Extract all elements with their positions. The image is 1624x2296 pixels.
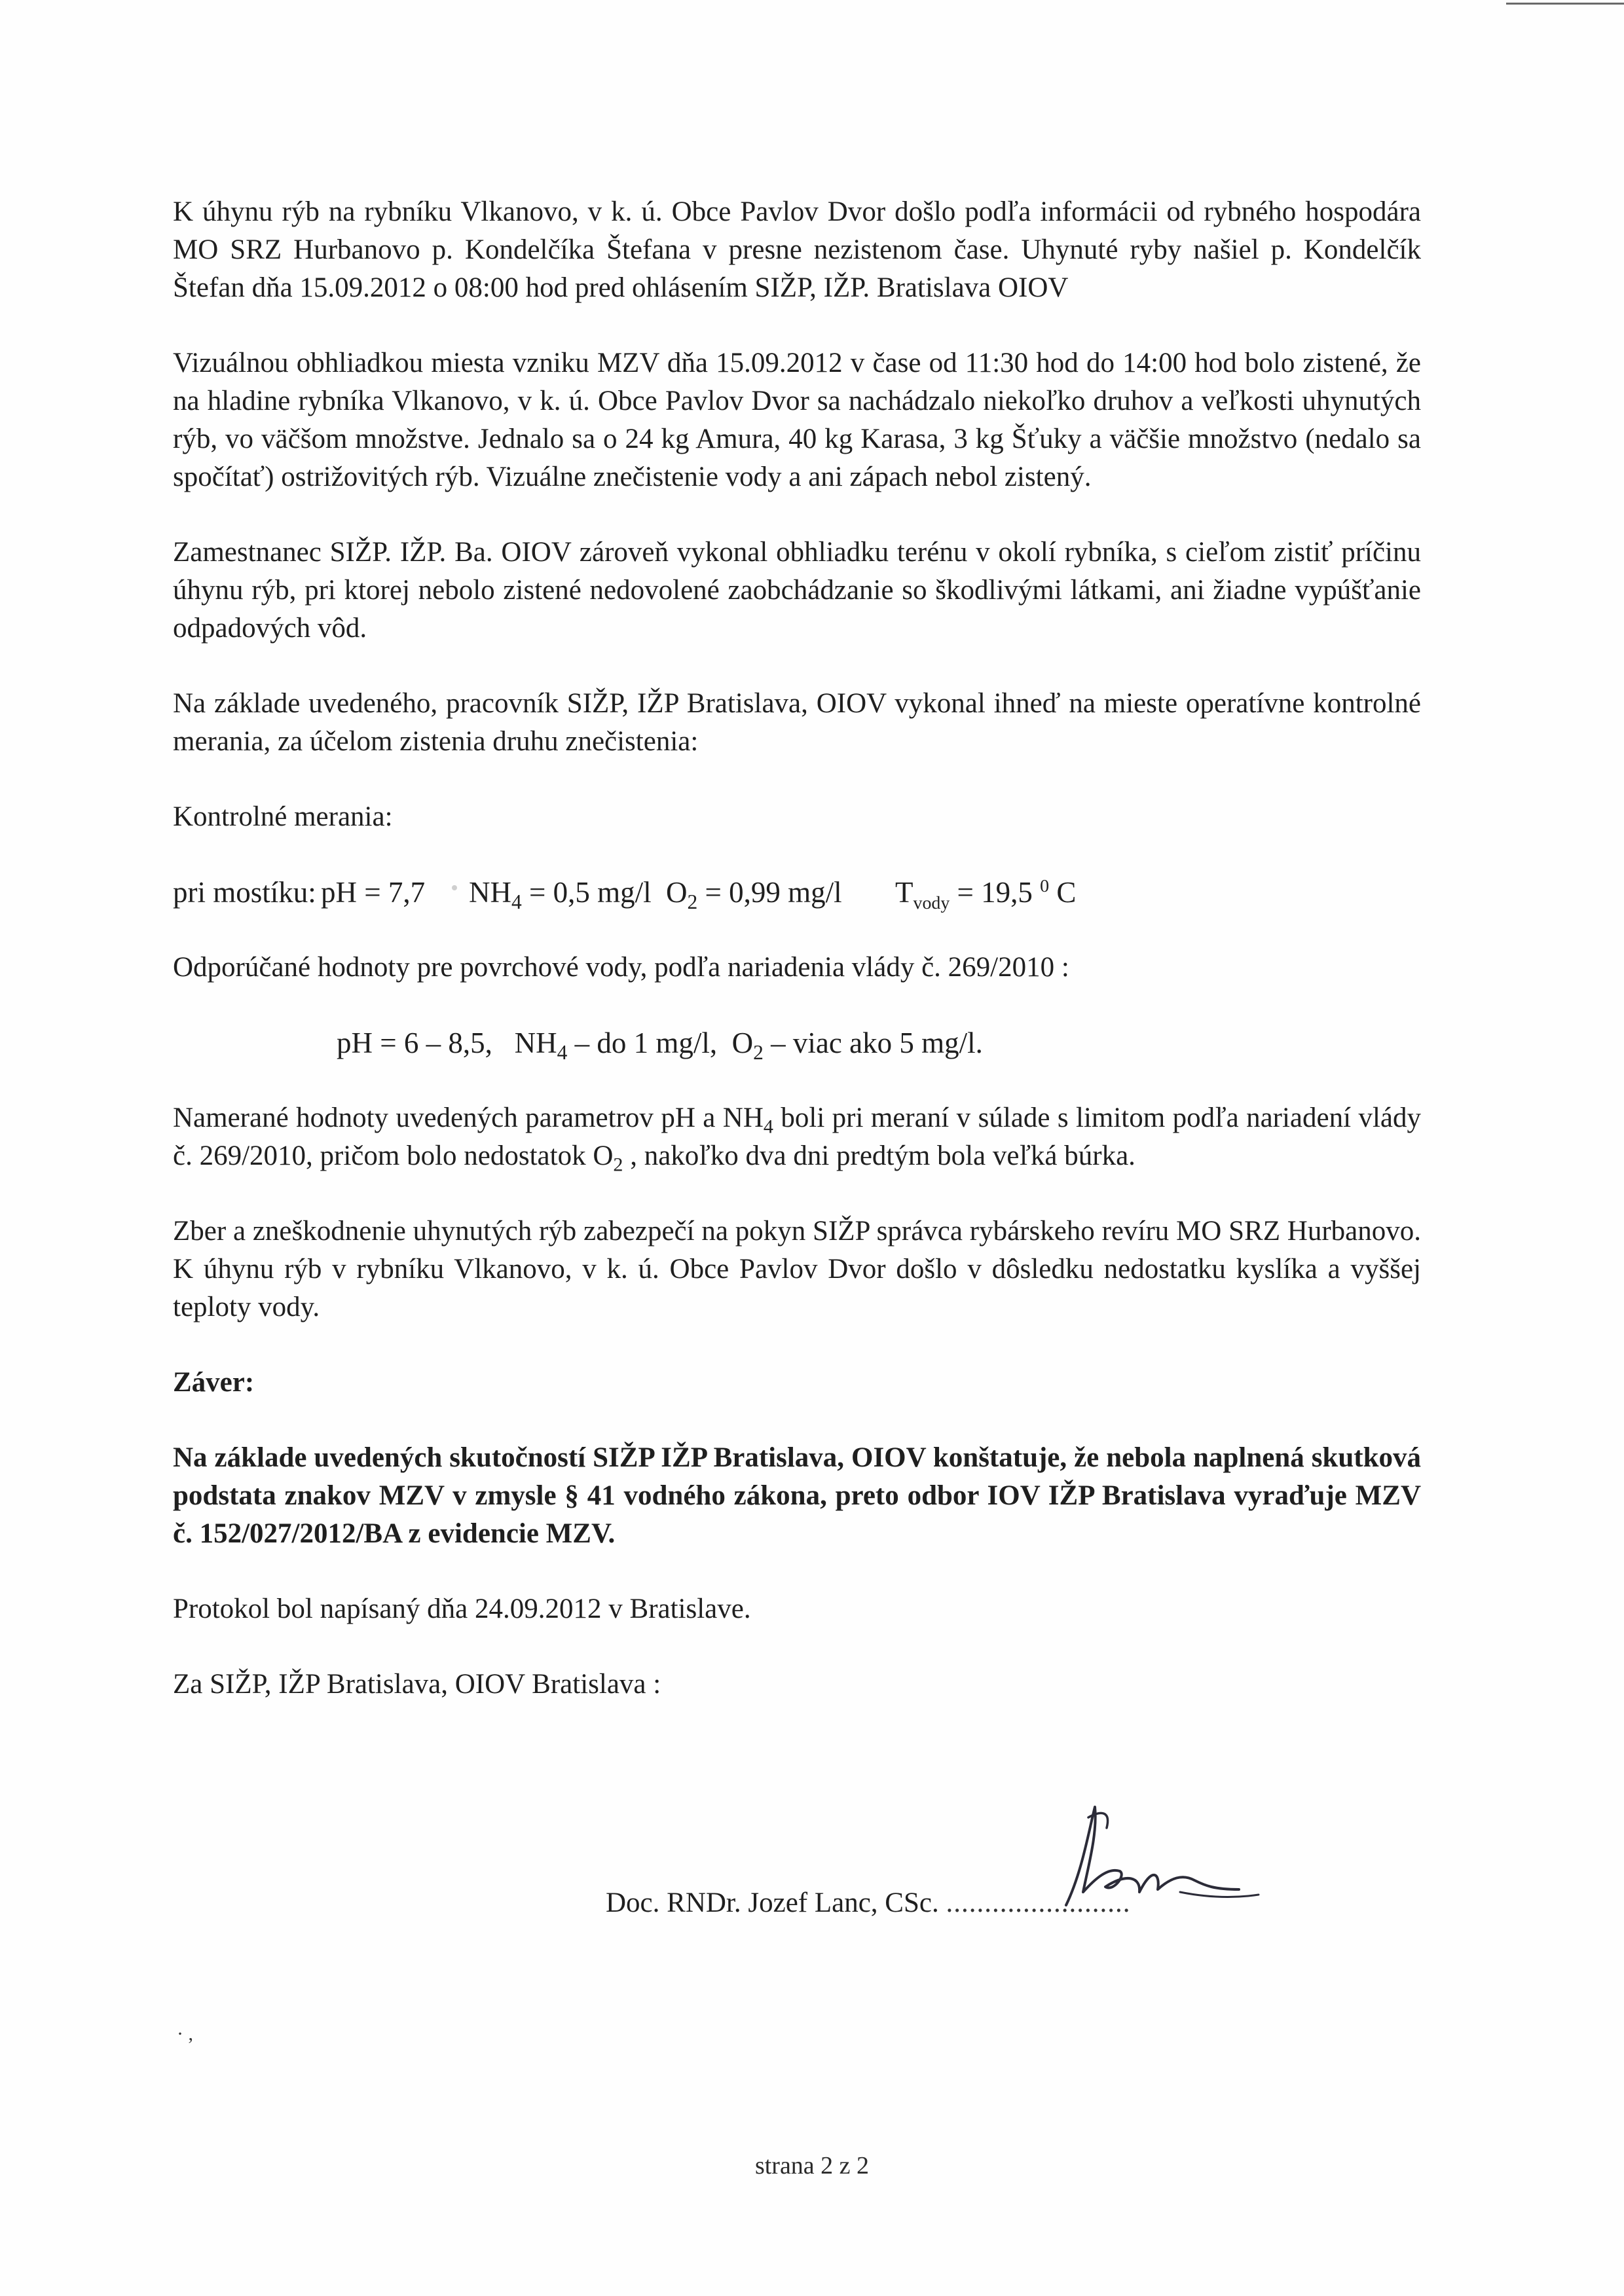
measurement-ph: pH = 7,7 xyxy=(321,876,426,909)
paragraph-visual-inspection: Vizuálnou obhliadkou miesta vzniku MZV dňa 15.09.2012 v čase od 11:30 hod do 14:00 hod bolo zistené, že na hladine rybníka Vlkanovo, v k. ú. Obce Pavlov Dvor sa nachádzalo niekoľko druhov a veľkosti uhynutých rýb, vo väčšom množstve. Jednalo sa o 24 kg Amura, 40 kg Karasa, 3 kg Šťuky a väčšie množstvo (nedalo sa spočítať) ostrižovitých rýb. Vizuálne znečistenie vody a ani zápach nebol zistený. xyxy=(173,348,1421,492)
page-number-footer: strana 2 z 2 xyxy=(754,2152,870,2179)
conclusion-heading: Záver: xyxy=(173,1367,255,1398)
paragraph-control-measurements-label: Kontrolné merania: xyxy=(173,801,393,832)
paragraph-fish-death-report: K úhynu rýb na rybníku Vlkanovo, v k. ú. Obce Pavlov Dvor došlo podľa informácii od rybného hospodára MO SRZ Hurbanovo p. Kondelčíka Štefana v presne nezistenom čase. Uhynuté ryby našiel p. Kondelčík Štefan dňa 15.09.2012 o 08:00 hod pred ohlásením SIŽP, IŽP. Bratislava OIOV xyxy=(173,196,1421,303)
paragraph-collection-disposal: Zber a zneškodnenie uhynutých rýb zabezpečí na pokyn SIŽP správca rybárskeho revíru MO SRZ Hurbanovo. K úhynu rýb v rybníku Vlkanovo, v k. ú. Obce Pavlov Dvor došlo v dôsledku nedostatku kyslíka a vyššej teploty vody. xyxy=(173,1216,1421,1322)
measurement-line xyxy=(173,873,1421,911)
conclusion-text: Na základe uvedených skutočností SIŽP IŽP Bratislava, OIOV konštatuje, že nebola naplnená skutková podstata znakov MZV v zmysle § 41 vodného zákona, preto odbor IOV IŽP Bratislava vyraďuje MZV č. 152/027/2012/BA z evidencie MZV. xyxy=(173,1442,1421,1549)
scan-edge-line xyxy=(1506,3,1624,5)
paragraph-recommended-values-intro: Odporúčané hodnoty pre povrchové vody, podľa nariadenia vlády č. 269/2010 : xyxy=(173,952,1069,983)
document-body xyxy=(173,193,1421,1704)
signatory-name: Doc. RNDr. Jozef Lanc, CSc. xyxy=(606,1887,939,1918)
protocol-written-date: Protokol bol napísaný dňa 24.09.2012 v Bratislave. xyxy=(173,1594,751,1624)
recommended-nh4: $NH_4$ – do 1 mg/l, xyxy=(514,1027,718,1064)
measurement-temperature: $T_{vody} = 19,5$ $^0$ C xyxy=(895,876,1077,913)
measurement-location: pri mostíku: xyxy=(173,876,316,909)
paragraph-measured-findings: Namerané hodnoty uvedených parametrov pH a $NH_4$ boli pri meraní v súlade s limitom podľa nariadení vlády č. 269/2010, pričom bolo nedostatok $O_2$ , nakoľko dva dni predtým bola veľká búrka. xyxy=(173,1102,1421,1176)
signatory-line xyxy=(606,1884,1130,1922)
measurement-nh4: $NH_4 = 0,5$ mg/l xyxy=(469,876,652,913)
recommended-ph: pH = 6 – 8,5, xyxy=(337,1027,492,1059)
scan-mark: · , xyxy=(177,2023,193,2045)
paragraph-terrain-inspection: Zamestnanec SIŽP. IŽP. Ba. OIOV zároveň vykonal obhliadku terénu v okolí rybníka, s cieľom zistiť príčinu úhynu rýb, pri ktorej nebolo zistené nedovolené zaobchádzanie so škodlivými látkami, ani žiadne vypúšťanie odpadových vôd. xyxy=(173,537,1421,644)
signing-organization: Za SIŽP, IŽP Bratislava, OIOV Bratislava : xyxy=(173,1669,661,1700)
recommended-values-line xyxy=(173,1024,1421,1062)
signature-dots: ........................ xyxy=(946,1887,1131,1918)
recommended-o2: $O_2$ – viac ako 5 mg/l. xyxy=(731,1027,983,1064)
paragraph-operative-measurement: Na základe uvedeného, pracovník SIŽP, IŽP Bratislava, OIOV vykonal ihneď na mieste operatívne kontrolné merania, za účelom zistenia druhu znečistenia: xyxy=(173,688,1421,757)
measurement-o2: $O_2 = 0,99$ mg/l xyxy=(666,876,842,913)
